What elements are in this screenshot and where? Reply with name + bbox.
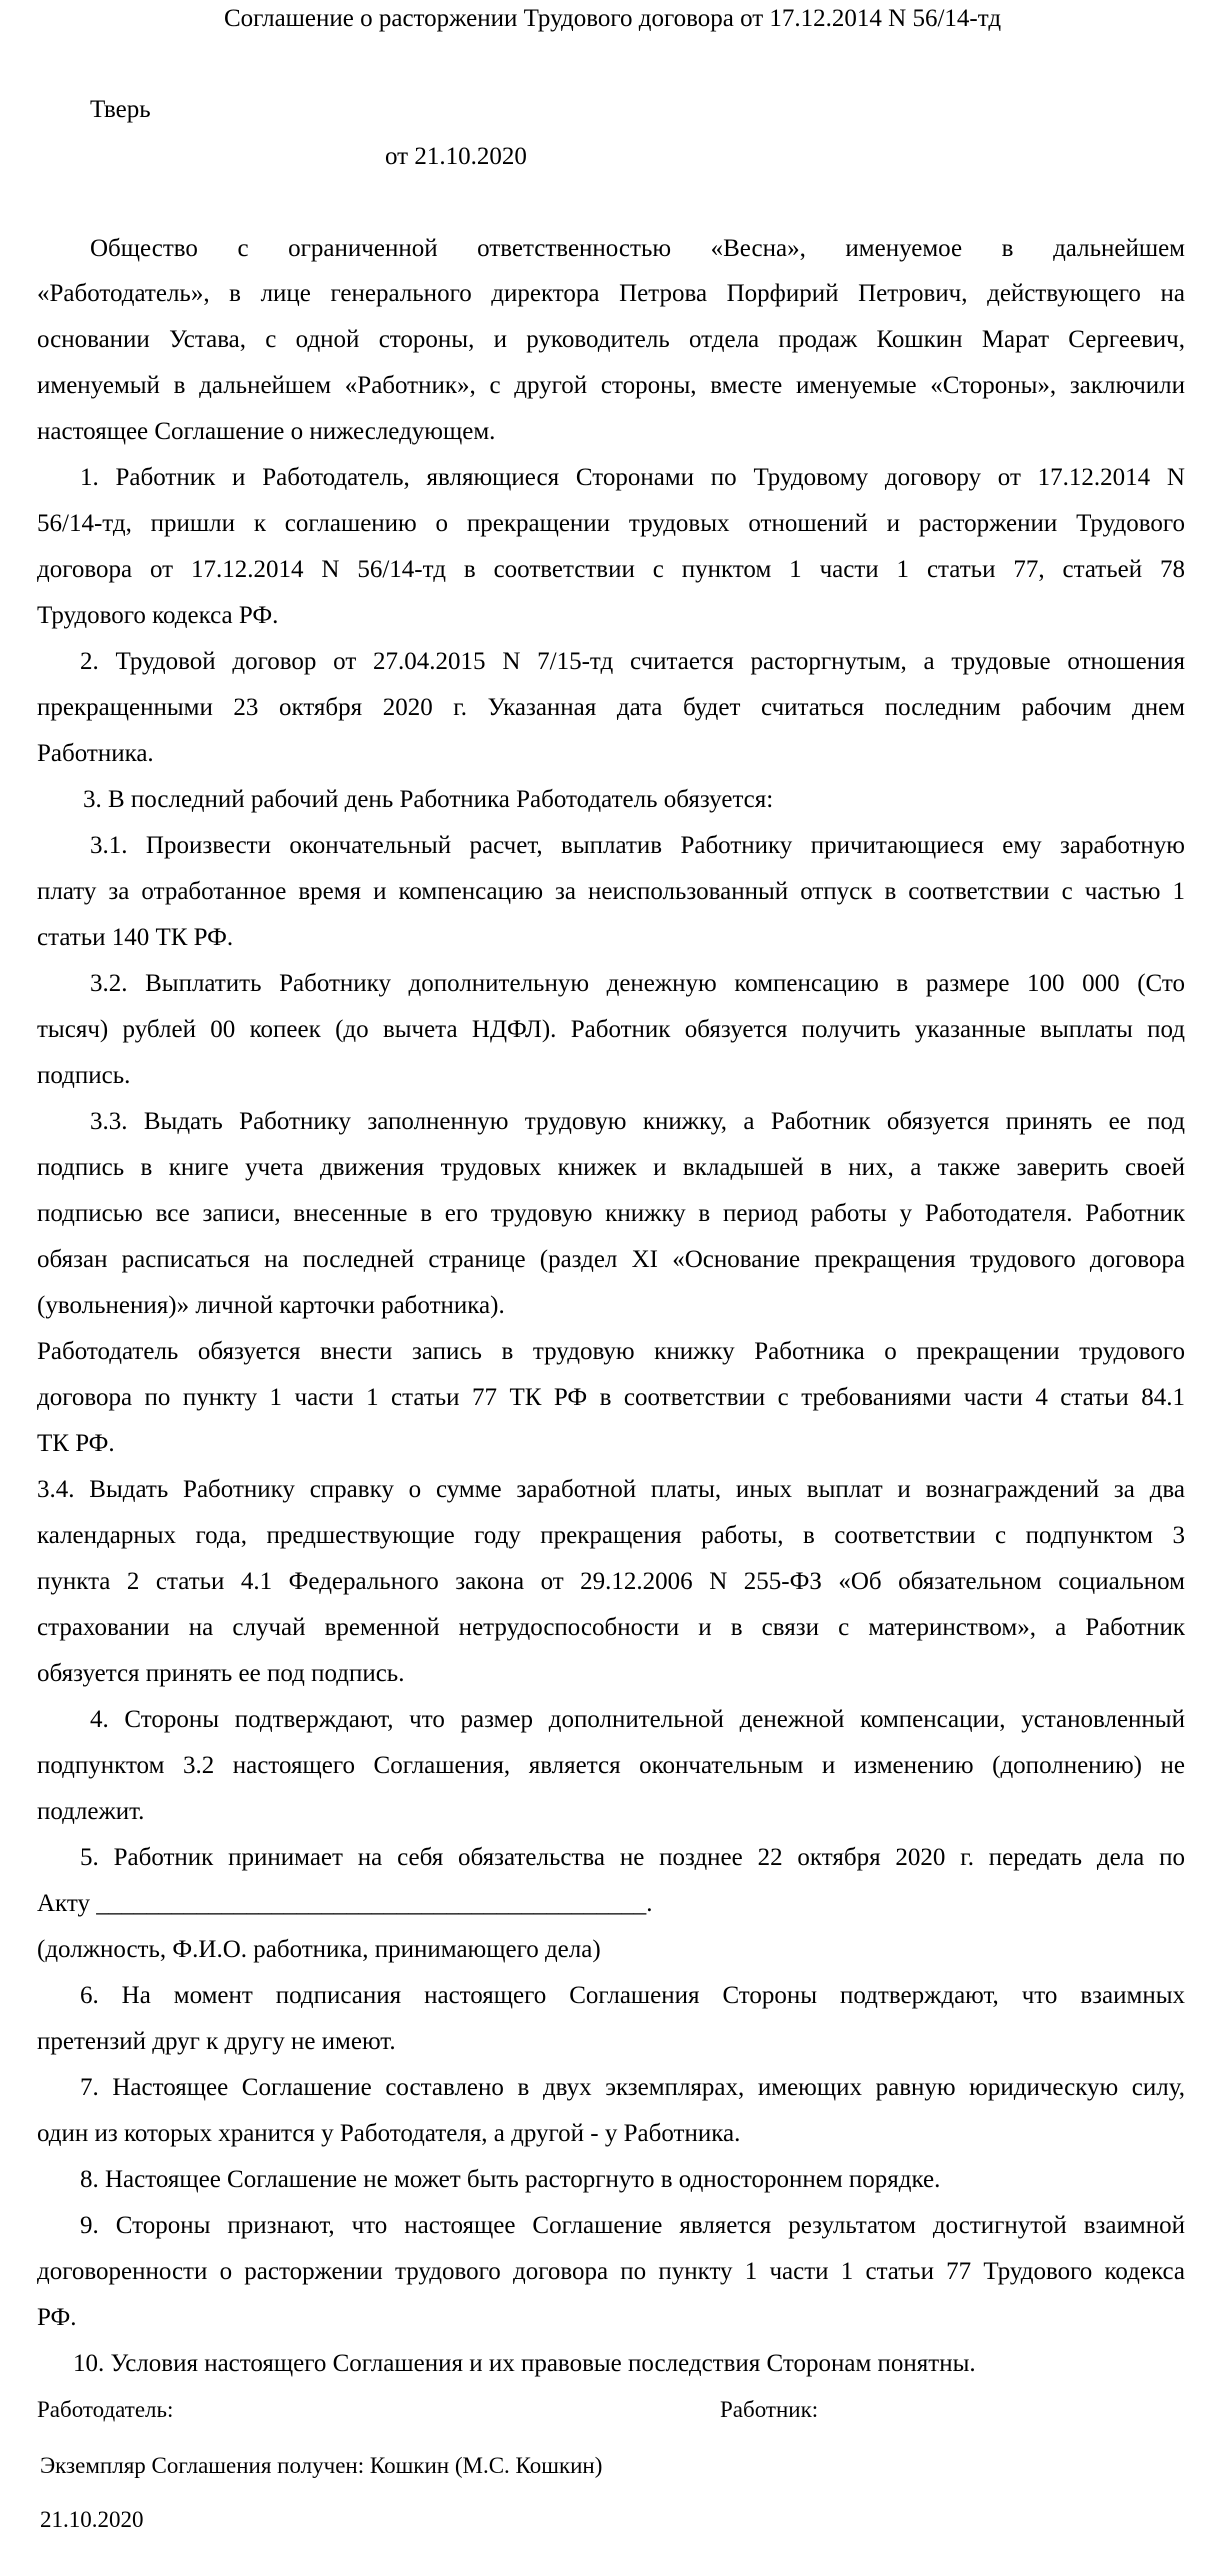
- clause-3-3b-line: ТК РФ.: [37, 1430, 115, 1457]
- clause-9-line: РФ.: [37, 2304, 77, 2331]
- clause-1-line: 56/14-тд, пришли к соглашению о прекращении трудовых отношений и расторжении Трудового: [37, 510, 1185, 537]
- clause-3-1-line: плату за отработанное время и компенсацию за неиспользованный отпуск в соответствии с частью 1: [37, 878, 1185, 905]
- clause-3-4-line: календарных года, предшествующие году прекращения работы, в соответствии с подпунктом 3: [37, 1522, 1185, 1549]
- preamble-line: Общество с ограниченной ответственностью «Весна», именуемое в дальнейшем: [90, 235, 1185, 262]
- clause-3-4-line: страховании на случай временной нетрудоспособности и в связи с материнством», а Работник: [37, 1614, 1185, 1641]
- clause-8-line: 8. Настоящее Соглашение не может быть расторгнуто в одностороннем порядке.: [80, 2166, 941, 2193]
- clause-9-line: 9. Стороны признают, что настоящее Соглашение является результатом достигнутой взаимной: [80, 2212, 1185, 2239]
- document-title: Соглашение о расторжении Трудового договора от 17.12.2014 N 56/14-тд: [223, 5, 1002, 32]
- clause-7-line: один из которых хранится у Работодателя, а другой - у Работника.: [37, 2120, 741, 2147]
- clause-3-2-line: подпись.: [37, 1062, 131, 1089]
- clause-6-line: претензий друг к другу не имеют.: [37, 2028, 396, 2055]
- clause-3-2-line: тысяч) рублей 00 копеек (до вычета НДФЛ). Работник обязуется получить указанные выплаты под: [37, 1016, 1185, 1043]
- clause-3-3-line: подписью все записи, внесенные в его трудовую книжку в период работы у Работодателя. Работник: [37, 1200, 1185, 1227]
- preamble-line: именуемый в дальнейшем «Работник», с другой стороны, вместе именуемые «Стороны», заключили: [37, 372, 1185, 399]
- clause-3-3-line: подпись в книге учета движения трудовых книжек и вкладышей в них, а также заверить своей: [37, 1154, 1185, 1181]
- preamble-line: «Работодатель», в лице генерального директора Петрова Порфирий Петрович, действующего на: [37, 280, 1185, 307]
- document-date: от 21.10.2020: [385, 143, 527, 170]
- clause-9-line: договоренности о расторжении трудового договора по пункту 1 части 1 статьи 77 Трудового кодекса: [37, 2258, 1185, 2285]
- clause-3-3b-line: Работодатель обязуется внести запись в трудовую книжку Работника о прекращении трудового: [37, 1338, 1185, 1365]
- clause-3-1-line: статьи 140 ТК РФ.: [37, 924, 234, 951]
- clause-2-line: 2. Трудовой договор от 27.04.2015 N 7/15-тд считается расторгнутым, а трудовые отношения: [80, 648, 1185, 675]
- receipt-date: 21.10.2020: [40, 2507, 144, 2532]
- city: Тверь: [90, 96, 151, 123]
- clause-5-line: Акту ____________________________________________.: [37, 1890, 653, 1917]
- clause-1-line: 1. Работник и Работодатель, являющиеся Сторонами по Трудовому договору от 17.12.2014 N: [80, 464, 1185, 491]
- clause-3-3-line: обязан расписаться на последней странице (раздел XI «Основание прекращения трудового договора: [37, 1246, 1185, 1273]
- clause-5-note: (должность, Ф.И.О. работника, принимающего дела): [37, 1936, 601, 1963]
- receipt-note: Экземпляр Соглашения получен: Кошкин (М.С. Кошкин): [40, 2453, 603, 2478]
- clause-3-2-line: 3.2. Выплатить Работнику дополнительную денежную компенсацию в размере 100 000 (Сто: [90, 970, 1185, 997]
- clause-6-line: 6. На момент подписания настоящего Соглашения Стороны подтверждают, что взаимных: [80, 1982, 1185, 2009]
- clause-4-line: 4. Стороны подтверждают, что размер дополнительной денежной компенсации, установленный: [90, 1706, 1185, 1733]
- clause-3-1-line: 3.1. Произвести окончательный расчет, выплатив Работнику причитающиеся ему заработную: [90, 832, 1185, 859]
- employer-label: Работодатель:: [37, 2397, 174, 2422]
- clause-2-line: Работника.: [37, 740, 154, 767]
- clause-3-line: 3. В последний рабочий день Работника Работодатель обязуется:: [83, 786, 774, 813]
- clause-2-line: прекращенными 23 октября 2020 г. Указанная дата будет считаться последним рабочим днем: [37, 694, 1185, 721]
- clause-3-4-line: 3.4. Выдать Работнику справку о сумме заработной платы, иных выплат и вознаграждений за два: [37, 1476, 1185, 1503]
- preamble-line: настоящее Соглашение о нижеследующем.: [37, 418, 496, 445]
- clause-3-3-line: (увольнения)» личной карточки работника).: [37, 1292, 505, 1319]
- clause-4-line: подпунктом 3.2 настоящего Соглашения, является окончательным и изменению (дополнению) не: [37, 1752, 1185, 1779]
- clause-5-line: 5. Работник принимает на себя обязательства не позднее 22 октября 2020 г. передать дела по: [80, 1844, 1185, 1871]
- clause-3-3b-line: договора по пункту 1 части 1 статьи 77 ТК РФ в соответствии с требованиями части 4 статьи 84.1: [37, 1384, 1185, 1411]
- clause-1-line: договора от 17.12.2014 N 56/14-тд в соответствии с пунктом 1 части 1 статьи 77, статьей 78: [37, 556, 1185, 583]
- clause-10-line: 10. Условия настоящего Соглашения и их правовые последствия Сторонам понятны.: [73, 2350, 976, 2377]
- clause-7-line: 7. Настоящее Соглашение составлено в двух экземплярах, имеющих равную юридическую силу,: [80, 2074, 1185, 2101]
- clause-4-line: подлежит.: [37, 1798, 145, 1825]
- preamble-line: основании Устава, с одной стороны, и руководитель отдела продаж Кошкин Марат Сергеевич,: [37, 326, 1185, 353]
- clause-1-line: Трудового кодекса РФ.: [37, 602, 279, 629]
- employee-label: Работник:: [720, 2397, 819, 2422]
- clause-3-4-line: пункта 2 статьи 4.1 Федерального закона от 29.12.2006 N 255-ФЗ «Об обязательном социальном: [37, 1568, 1185, 1595]
- clause-3-4-line: обязуется принять ее под подпись.: [37, 1660, 405, 1687]
- clause-3-3-line: 3.3. Выдать Работнику заполненную трудовую книжку, а Работник обязуется принять ее под: [90, 1108, 1185, 1135]
